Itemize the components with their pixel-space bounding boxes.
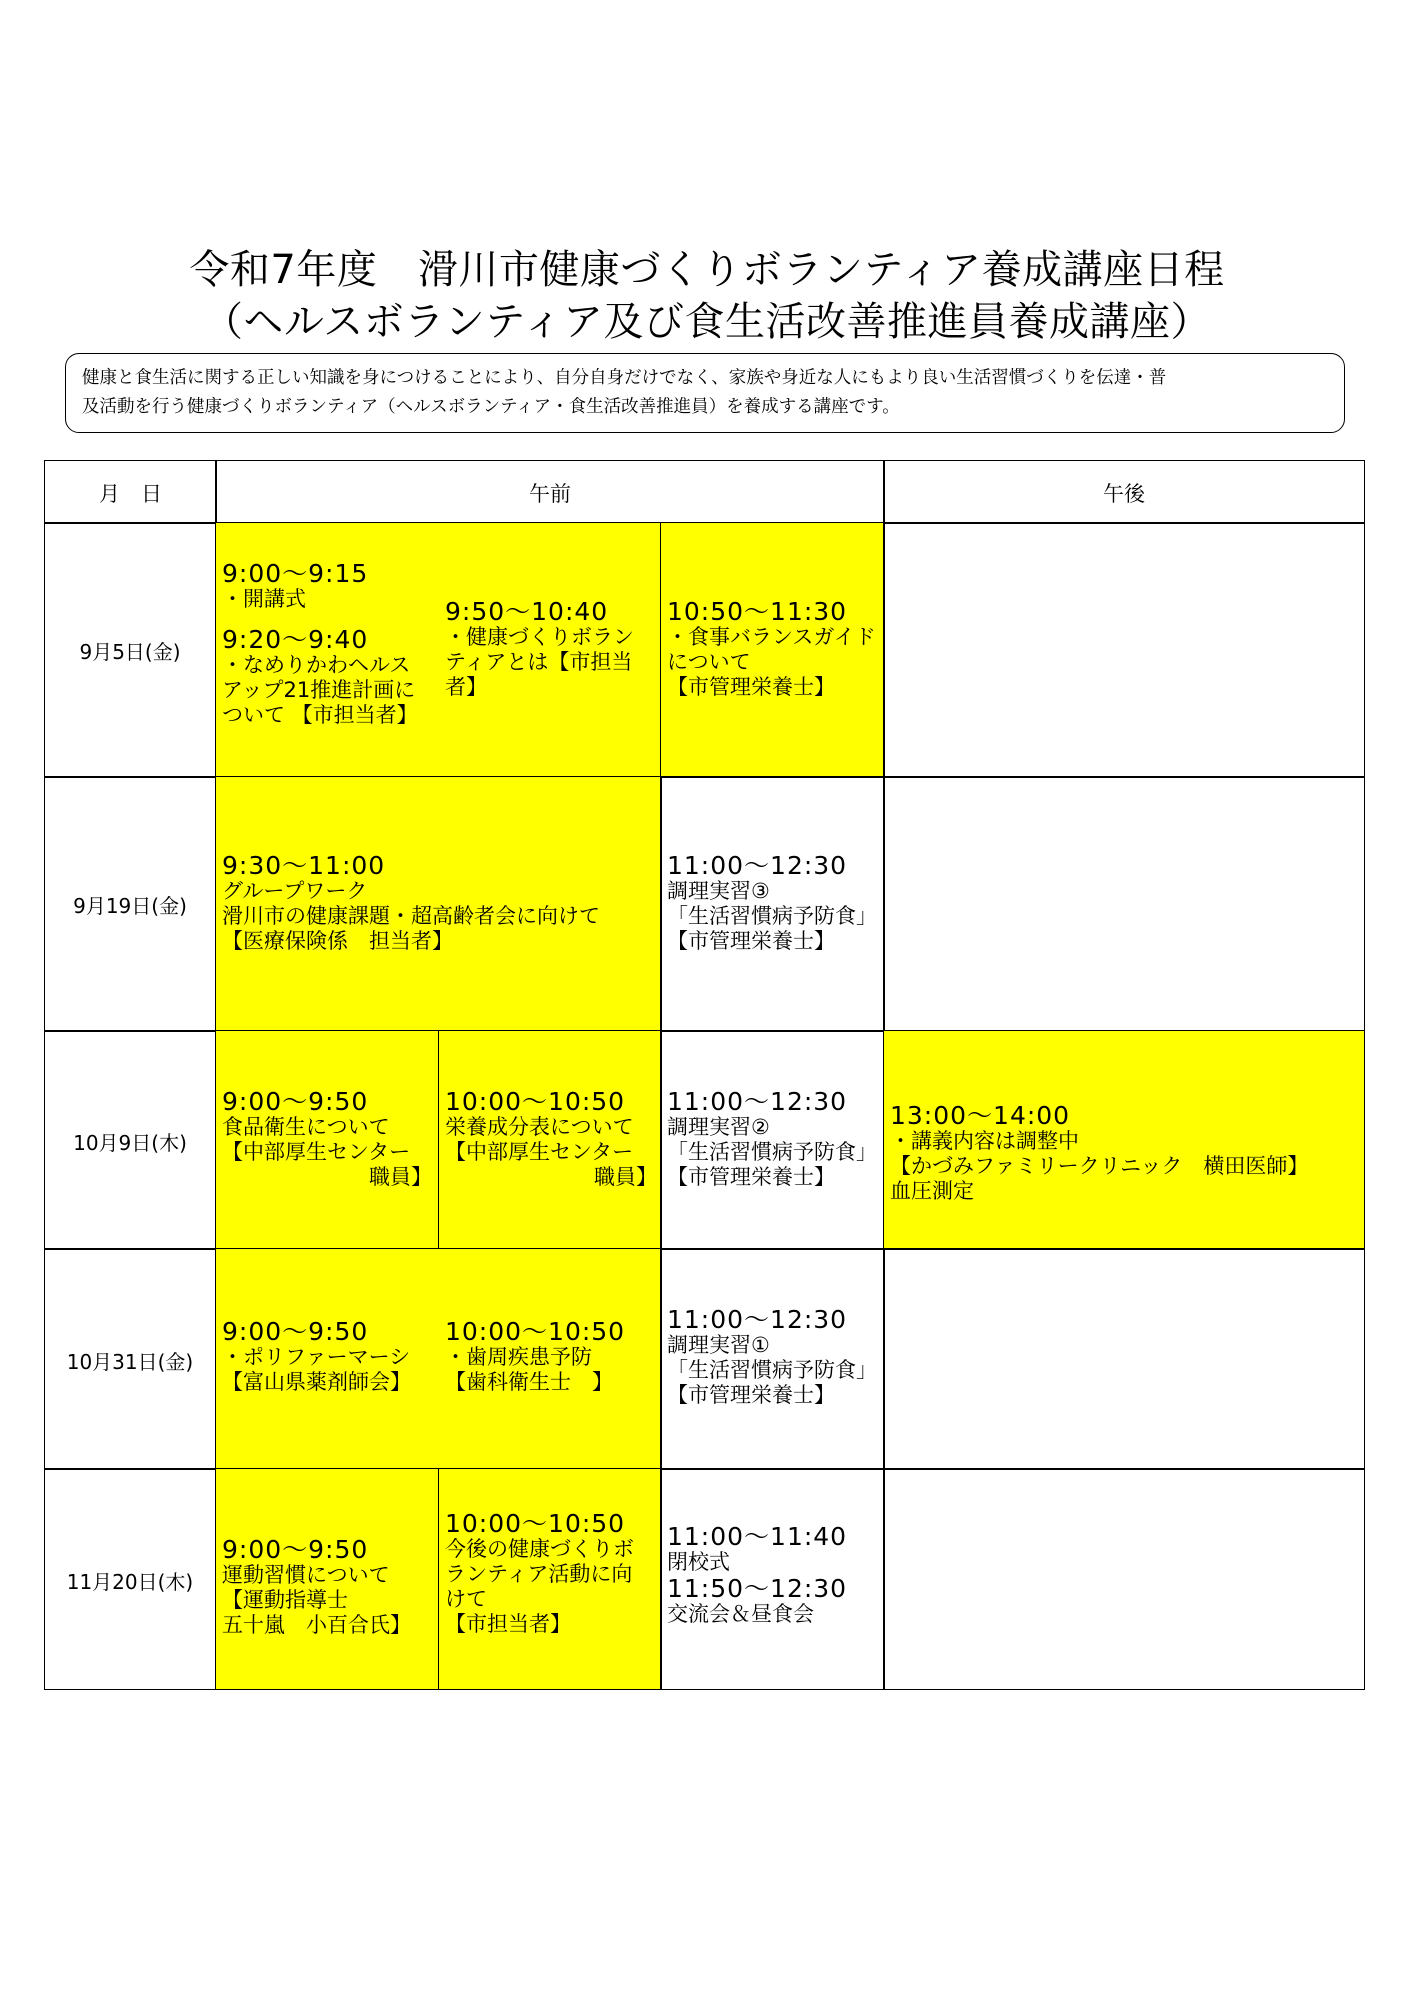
session-block	[890, 1102, 1308, 1204]
session-text: について	[667, 650, 751, 674]
session-block	[222, 1088, 432, 1190]
session-time: 11:00～12:30	[667, 851, 848, 880]
session-text: けて	[445, 1587, 487, 1611]
session-text: 調理実習②	[667, 1115, 770, 1139]
session-text: 【運動指導士	[222, 1588, 348, 1612]
session-text: グループワーク	[222, 879, 368, 903]
session-text: 者】	[445, 675, 487, 699]
session-block	[667, 1523, 847, 1627]
session-block	[445, 1318, 625, 1395]
session-time: 10:50～11:30	[667, 597, 848, 626]
session-text: 職員】	[369, 1165, 432, 1189]
session-block	[667, 852, 877, 954]
session-text: アップ21推進計画に	[222, 678, 416, 702]
session-cell-afternoon	[883, 776, 1365, 1032]
session-text: 【中部厚生センター	[222, 1140, 411, 1164]
intro-line-2: 及活動を行う健康づくりボランティア（ヘルスボランティア・食生活改善推進員）を養成する講座です。	[82, 397, 900, 417]
session-text: 【歯科衛生士 】	[445, 1370, 613, 1394]
session-text: 【医療保険係 担当者】	[222, 929, 453, 953]
session-text: 滑川市の健康課題・超高齢者会に向けて	[222, 904, 600, 928]
session-time: 10:00～10:50	[445, 1087, 626, 1116]
session-text: 【市管理栄養士】	[667, 1165, 835, 1189]
session-text: ティアとは【市担当	[445, 650, 633, 674]
session-cell-afternoon	[883, 1468, 1365, 1690]
session-text: 栄養成分表について	[445, 1115, 634, 1139]
header-date: 月 日	[99, 482, 162, 506]
session-time: 9:30～11:00	[222, 851, 386, 880]
session-time: 10:00～10:50	[445, 1317, 626, 1346]
date-label: 11月20日(木)	[66, 1570, 194, 1594]
session-time: 11:00～12:30	[667, 1305, 848, 1334]
session-text: ・ポリファーマーシ	[222, 1345, 411, 1369]
session-text: 【かづみファミリークリニック 横田医師】	[890, 1154, 1309, 1178]
session-text: 五十嵐 小百合氏】	[222, 1613, 411, 1637]
session-block	[222, 852, 600, 954]
session-text: ・開講式	[222, 587, 306, 611]
session-block	[667, 1088, 877, 1190]
session-text: ・歯周疾患予防	[445, 1345, 592, 1369]
page-title: 令和7年度 滑川市健康づくりボランティア養成講座日程	[189, 247, 1225, 293]
date-label: 10月31日(金)	[66, 1350, 194, 1374]
session-text: 閉校式	[667, 1550, 730, 1574]
session-text: 「生活習慣病予防食」	[667, 904, 877, 928]
session-time: 9:20～9:40	[222, 625, 369, 654]
session-cell-afternoon	[883, 522, 1365, 778]
session-text: ・講義内容は調整中	[890, 1129, 1079, 1153]
session-text: ・食事バランスガイド	[667, 625, 876, 649]
session-time: 13:00～14:00	[890, 1101, 1071, 1130]
session-text: 【市管理栄養士】	[667, 929, 835, 953]
session-block	[667, 598, 876, 700]
header-morning: 午前	[529, 482, 571, 506]
page-subtitle: （ヘルスボランティア及び食生活改善推進員養成講座）	[202, 299, 1212, 345]
session-text: 【中部厚生センター	[445, 1140, 634, 1164]
session-block	[445, 1510, 634, 1637]
date-label: 10月9日(木)	[73, 1131, 187, 1155]
session-time: 10:00～10:50	[445, 1509, 626, 1538]
session-time: 9:00～9:15	[222, 559, 369, 588]
session-time: 9:50～10:40	[445, 597, 609, 626]
session-text: 調理実習③	[667, 879, 770, 903]
session-block	[222, 1536, 411, 1638]
session-text: 食品衛生について	[222, 1115, 390, 1139]
intro-line-1: 健康と食生活に関する正しい知識を身につけることにより、自分自身だけでなく、家族や身近な人にもより良い生活習慣づくりを伝達・普	[82, 368, 1167, 388]
header-afternoon: 午後	[1103, 482, 1145, 506]
session-block	[667, 1306, 877, 1408]
session-block	[445, 1088, 657, 1190]
session-text: ランティア活動に向	[445, 1562, 633, 1586]
session-cell-afternoon	[883, 1248, 1365, 1470]
intro-box	[65, 353, 1345, 433]
session-text: 血圧測定	[890, 1179, 974, 1203]
session-block	[222, 1318, 411, 1395]
date-label: 9月19日(金)	[73, 894, 187, 918]
session-time: 11:00～11:40	[667, 1522, 848, 1551]
session-text: 調理実習①	[667, 1333, 770, 1357]
session-text: 今後の健康づくりボ	[445, 1537, 634, 1561]
session-text: ・なめりかわヘルス	[222, 653, 411, 677]
session-text: ・健康づくりボラン	[445, 625, 634, 649]
session-text: 運動習慣について	[222, 1563, 390, 1587]
session-time: 9:00～9:50	[222, 1317, 369, 1346]
session-time: 11:00～12:30	[667, 1087, 848, 1116]
session-block	[445, 598, 634, 700]
session-text: 「生活習慣病予防食」	[667, 1358, 877, 1382]
session-text: 【富山県薬剤師会】	[222, 1370, 411, 1394]
session-block	[222, 560, 418, 728]
session-text: 【市管理栄養士】	[667, 1383, 835, 1407]
date-label: 9月5日(金)	[79, 640, 181, 664]
session-time: 11:50～12:30	[667, 1574, 848, 1603]
session-text: ついて 【市担当者】	[222, 703, 418, 727]
session-time: 9:00～9:50	[222, 1535, 369, 1564]
session-text: 【市担当者】	[445, 1612, 571, 1636]
session-text: 「生活習慣病予防食」	[667, 1140, 877, 1164]
session-text: 【市管理栄養士】	[667, 675, 835, 699]
session-text: 職員】	[594, 1165, 657, 1189]
session-text: 交流会＆昼食会	[667, 1602, 814, 1626]
session-time: 9:00～9:50	[222, 1087, 369, 1116]
